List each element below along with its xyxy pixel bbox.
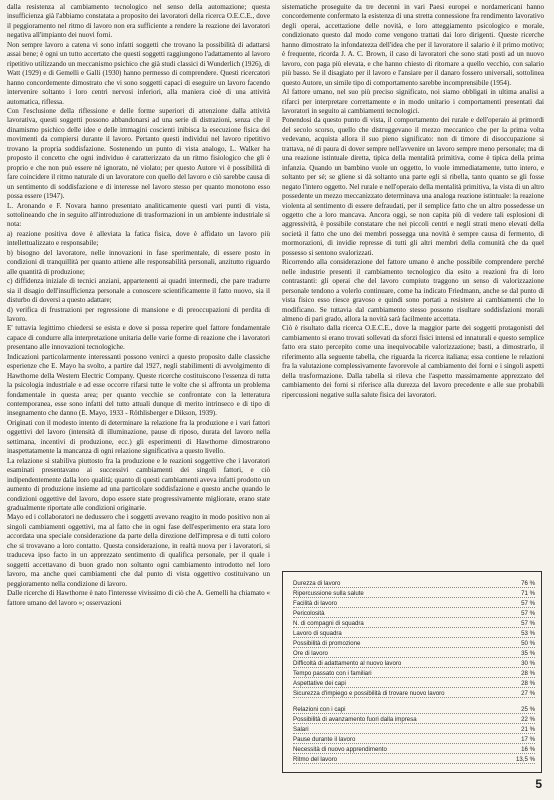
paragraph: Indicazioni particolarmente interessanti possono venirci a questo proposito dalle classiche esperienze che E. Mayo ha svolto, a partire dal 1927, negli stabilimenti di avvolgimento di Hawthorne della Western Electric Company. Queste ricerche costituiscono l'essenza di tutta la psicologia industriale e ad esse occorre rifarsi tutte le volte che si affronta un problema fondamentale in questa area; per quanto vecchie se confrontate con la letteratura contemporanea, esse sono infatti del tutto attuali dunque di merito intrinseco e di tipo di insegnamento che danno (E. Mayo, 1933 - Röthlisberger e Dikson, 1939). [7,352,270,418]
row-value: 16 % [521,746,535,753]
table-row [293,610,535,618]
row-label: Pericolosità [293,610,325,617]
table-row [293,736,535,744]
paragraph: sistematiche proseguite da tre decenni in vari Paesi europei e nordamericani hanno concordemente confermato la esistenza di una stretta connessione fra rendimento lavorativo degli operai, accettazione delle novità, e loro atteggiamento psicologico e morale, condizionato questo dal modo come vengono trattati dai loro dirigenti. Queste ricerche hanno dimostrato la infondatezza dell'idea che per il lavoratore il salario è il primo motivo; è frequente, ricorda J. A. C. Brown, il caso di lavoratori che sono stati posti ad un nuovo lavoro, con paga più elevata, e che hanno chiesto di ritornare a quello vecchio, con salario più basso. Se il disagiato per il lavoro e l'ansiare per il danaro fossero universali, sottolinea questo Autore, un simile tipo di comportamento sarebbe incomprensibile (1954). [282,3,544,87]
row-value: 71 % [521,590,535,597]
row-label: Lavoro di squadra [293,630,342,637]
row-value: 17 % [521,736,535,743]
table-row [293,650,535,658]
table-row [293,580,535,588]
table-row [293,716,535,724]
paragraph: d) verifica di frustrazioni per regressione di mansione e di preoccupazioni di perdita di lavoro. [7,305,270,323]
row-value: 35 % [521,650,535,657]
row-value: 30 % [521,660,535,667]
row-value: 28 % [521,680,535,687]
row-label: Facilità di lavoro [293,600,338,607]
row-value: 57 % [521,600,535,607]
row-label: Aspettative dei capi [293,680,346,687]
page-number: 5 [535,777,542,791]
row-value: 25 % [521,706,535,713]
paragraph: E' tuttavia legittimo chiedersi se esista e dove si possa reperire quel fattore fondamentale capace di condurre alla interpretazione unitaria delle varie forme di reazione che i lavoratori presentano alle innovazioni tecnologiche. [7,324,270,352]
table-row [293,726,535,734]
paragraph: Dalle ricerche di Hawthorne è nato l'interesse vivissimo di ciò che A. Gemelli ha chiamato « fattore umano del lavoro »; osservazioni [7,589,270,607]
table-row [293,600,535,608]
row-label: Difficoltà di adattamento al nuovo lavoro [293,660,402,667]
paragraph: Non sempre lavoro a catena vi sono infatti soggetti che trovano la possibilità di adattarsi assai bene; è ogni un tutto accertato che questi soggetti raggiungono l'adattamento al lavoro ripetitivo utilizzando un meccanismo psichico che già studi classici di Wunderlich (1926), di Watt (1929) e di Gemelli e Galli (1930) hanno permesso di comprendere. Questi ricercatori hanno concordemente dimostrato che vi sono soggetti capaci di eseguire un lavoro facendo intervenire soltanto i loro centri nervosi inferiori, alla maniera cioè di una attività automatica, riflessa. [7,40,270,106]
row-label: Possibilità di avanzamento fuori dalla impresa [293,716,417,723]
paragraph: a) reazione positiva dove è alleviata la fatica fisica, dove è affidato un lavoro più intellettualizzato e responsabile; [7,229,270,248]
row-label: Pause durante il lavoro [293,736,356,743]
paragraph: c) diffidenza iniziale di tecnici anziani, appartenenti ai quadri intermedi, che pare tradurre sia il disagio dell'insufficienza personale a conoscere scientificamente il fatto nuovo, sia il disturbo di doversi a questo adattare; [7,277,270,305]
paragraph: Originati con il modesto intento di determinare la relazione fra la produzione e i vari fattori oggettivi del lavoro (intensità di illuminazione, pause di riposo, durata del lavoro nella settimana, incentivi di produzione, ecc.) gli esperimenti di Hawthorne dimostrarono inaspettatamente la mancanza di ogni relazione significativa a questo livello. [7,418,270,456]
row-label: Salari [293,726,309,733]
paragraph: b) bisogno del lavoratore, nelle innovazioni in fase sperimentale, di essere posto in condizioni di tranquillità per quanto attiene alle responsabilità personali, anzitutto riguardo alle quantità di produzione; [7,248,270,276]
paragraph: Con l'esclusione della riflessione e delle forme superiori di attenzione dalla attività lavorativa, questi soggetti possono abbandonarsi ad una serie di distrazioni, senza che il dinamismo psichico delle idee e delle immagini coscienti inibisca la esecuzione fisica dei movimenti da compiersi durante il lavoro. Pertanto questi individui nel lavoro ripetitivo trovano la propria soddisfazione. Sostenendo un punto di vista analogo, L. Walker ha proposto il concetto che ogni individuo è caratterizzato da un ritmo fisiologico che gli è proprio e che non può essere né ignorato, né violato; per questo Autore vi è possibilità di fare coincidere il ritmo naturale di un lavoratore con quello del lavoro e ciò sarebbe causa di un sentimento di soddisfazione e di interesse nel lavoro stesso per quanto monotono esso possa essere (1947). [7,106,270,201]
row-label: Necessità di nuovo apprendimento [293,746,387,753]
table-row [293,756,535,764]
row-value: 21 % [521,726,535,733]
row-label: N. di compagni di squadra [293,620,364,627]
row-label: Sicurezza d'impiego e possibilità di trovare nuovo lavoro [293,690,445,697]
table-row [293,630,535,638]
row-label: Ritmo del lavoro [293,756,338,763]
table-row [293,620,535,628]
text-column-right [282,3,544,400]
table-row [293,706,535,714]
survey-results-table [282,571,542,773]
row-label: Possibilità di promozione [293,640,361,647]
table-row [293,670,535,678]
row-value: 57 % [521,610,535,617]
paragraph: Ciò è risultato dalla ricerca O.E.C.E., dove la maggior parte dei soggetti protagonisti del cambiamento si erano trovati sollevati da sforzi fisici intensi ed innaturali e questo semplice fatto era stato percepito come una inequivocabile valorizzazione; basti, a dimostrarlo, il riferimento alla seguente tabella, che riguarda la ricerca italiana; essa contiene le relazioni fra la valutazione complessivamente favorevole al cambiamento dei forni e i singoli aspetti della trasformazione. Dalla tabella si rileva che l'aspetto massimamente apprezzato del cambiamento dei forni si riferisce alla durezza del lavoro precedente e alle sue probabili ripercussioni negative sulla salute fisica dei lavoratori. [282,324,544,399]
row-label: Ripercussione sulla salute [293,590,364,597]
row-value: 22 % [521,716,535,723]
row-label: Relazioni con i capi [293,706,346,713]
row-label: Durezza di lavoro [293,580,341,587]
paragraph: Mayo ed i collaboratori ne dedussero che i soggetti avevano reagito in modo positivo non ai singoli cambiamenti oggettivi, ma al fatto che in ogni fase dell'esperimento era stata loro accordata una speciale considerazione da parte della direzione dell'impresa e di tutti coloro che si trovavano a loro contatto. Questa considerazione, in realtà nuova per i lavoratori, si traduceva ipso facto in un apprezzato sentimento di qualifica personale, per il quale i soggetti accettavano di buon grado non soltanto ogni cambiamento introdotto nel loro lavoro, ma anche quei cambiamenti che dal punto di vista oggettivo costituivano un peggioramento nella condizione di lavoro. [7,513,270,588]
paragraph: L. Aronando e F. Novara hanno presentato analiticamente questi vari punti di vista, sottolineando che in seguito all'introduzione di trasformazioni in un ambiente industriale si nota: [7,201,270,229]
row-label: Ore di lavoro [293,650,328,657]
table-row [293,746,535,754]
row-value: 53 % [521,630,535,637]
row-value: 13,5 % [516,756,535,763]
paragraph: Ponendosi da questo punto di vista, il comportamento dei rurale e dell'operaio ai primordi del secolo scorso, quello che distruggevano il mezzo meccanico che per la prima volta vedevano, acquista allora il suo pieno significato: non di timore di disoccupazione si trattava, né di paura di dover sempre nell'avvenire un lavoro sempre meno personale; ma di una reazione istintuale diretta, tipica della mentalità primitiva, come è tipica della prima infanzia. Quando un bambino vuole un oggetto, lo vuole immediatamente, tutto intero, e soltanto per sé; se gliene si dà soltanto una parte egli si ribella, tanto quanto se gli fosse negato l'intero oggetto. Nel rurale e nell'operaio della mentalità primitiva, la vista di un altro possedente un mezzo meccanizzato determinava una analoga reazione istintuale: la reazione violenta al sentimento di essere defraudati, per il semplice fatto che un altro possedesse un oggetto che a loro mancava. Ancora oggi, se non capita più di vedere tali esplosioni di aggressività, è possibile constatare che nei piccoli centri e negli strati meno elevati della società il fatto che uno dei membri possegga una novità è sempre causa di fermento, di mormorazioni, di invidie represse di tutti gli altri membri della comunità che da quel possesso si sentono svalorizzati. [282,116,544,257]
row-value: 57 % [521,620,535,627]
table-row [293,660,535,668]
paragraph: Al fattore umano, nel suo più preciso significato, noi siamo obbligati in ultima analisi a rifarci per interpretare correttamente e in modo unitario i comportamenti presentati dai lavoratori in seguito ai cambiamenti tecnologici. [282,88,544,115]
row-value: 50 % [521,640,535,647]
table-row [293,690,535,698]
row-value: 76 % [521,580,535,587]
text-column-left [7,3,270,608]
table-row [293,590,535,598]
table-row [293,680,535,688]
row-value: 27 % [521,690,535,697]
paragraph: La relazione si stabiliva piuttosto fra la produzione e le reazioni soggettive che i lavoratori esaminati presentavano ai successivi cambiamenti dei singoli fattori, e ciò indipendentemente dalla loro qualità; quanto di questi cambiamenti aveva infatti prodotto un aumento di produzione insieme ad una particolare soddisfazione e questo anche quando le condizioni oggettive del lavoro, dopo essere state progressivamente migliorate, erano state gradualmente riportate alle condizioni originarie. [7,456,270,513]
table-row [293,640,535,648]
paragraph: dalla resistenza al cambiamento tecnologico nel senso della automazione; questa insufficienza già l'abbiamo constatata a proposito dei lavoratori della ricerca O.E.C.E., dove il peggioramento nel ritmo di lavoro non era sufficiente a rendere la reazione dei lavoratori negativa all'impianto dei nuovi forni. [7,3,270,40]
row-value: 28 % [521,670,535,677]
paragraph: Ricorrendo alla considerazione del fattore umano è anche possibile comprendere perché nelle industrie presenti il cambiamento tecnologico dia esito a reazioni fra di loro contrastanti: gli operai che del lavoro compiuto traggono un senso di valorizzazione personale tendono a volerlo continuare, come ha indicato Friedmann, anche se dal punto di vista fisico esso riesce gravoso e quindi sono portati a resistere ai cambiamenti che lo modificano. Se tuttavia dal cambiamento stesso possono risultare soddisfazioni morali almeno di pari grado, allora la novità sarà facilmente accettata. [282,258,544,323]
row-label: Tempo passato con i familiari [293,670,372,677]
